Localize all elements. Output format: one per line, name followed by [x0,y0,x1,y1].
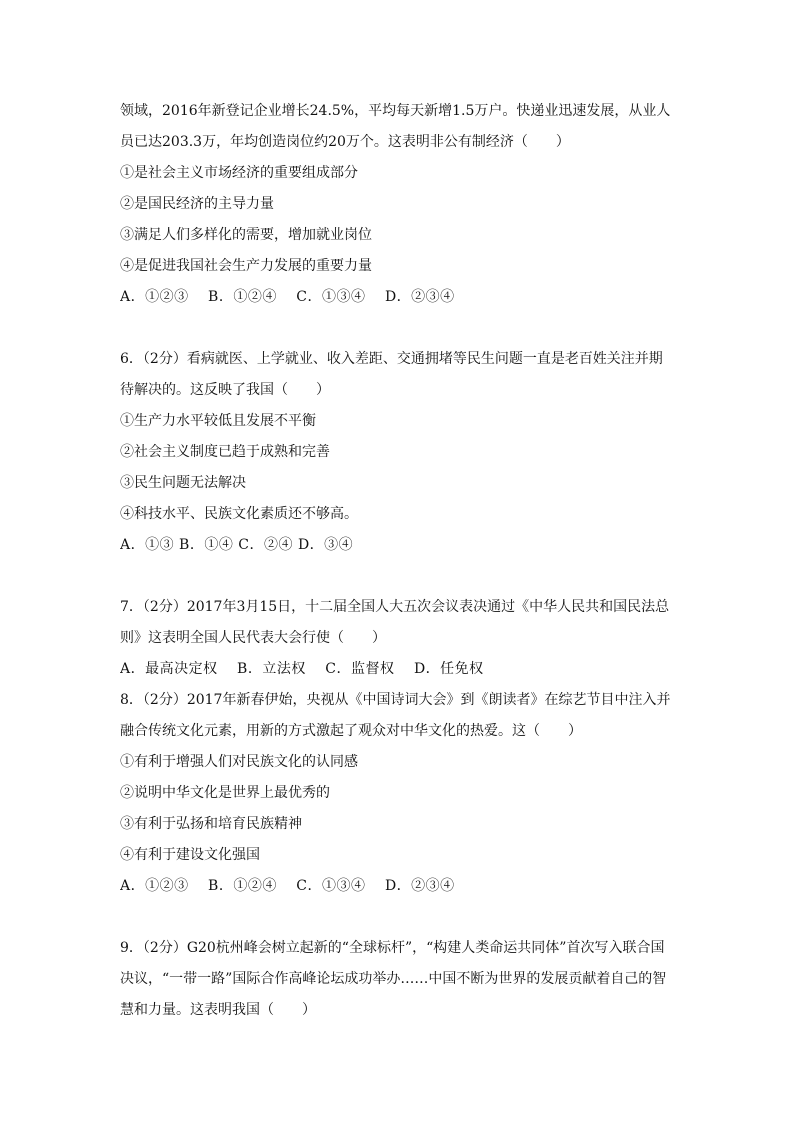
spacer [120,561,680,592]
q9-stem-line-3: 慧和力量。这表明我国（ ） [120,1002,316,1018]
q8-stem-line-2: 融合传统文化元素，用新的方式激起了观众对中华文化的热爱。这（ ） [120,723,582,739]
q8-stem-line-1: 8．（2分）2017年新春伊始，央视从《中国诗词大会》到《朗读者》在综艺节目中注入并 [120,692,671,708]
q7-stem-line-2: 则》这表明全国人民代表大会行使（ ） [120,630,386,646]
spacer [120,902,680,933]
q6-item-4: ④科技水平、民族文化素质还不够高。 [120,506,358,522]
q8-item-2: ②说明中华文化是世界上最优秀的 [120,785,330,801]
q8-options: A．①②③ B．①②④ C．①③④ D．②③④ [120,878,455,894]
q9-stem-line-1: 9．（2分）G20杭州峰会树立起新的“全球标杆”，“构建人类命运共同体”首次写入联合国 [120,940,665,956]
q6-item-3: ③民生问题无法解决 [120,475,246,491]
q5-stem-line-2: 员已达203.3万，年均创造岗位约20万个。这表明非公有制经济（ ） [120,134,570,150]
q6-stem-line-2: 待解决的。这反映了我国（ ） [120,382,330,398]
q6-stem-line-1: 6．（2分）看病就医、上学就业、收入差距、交通拥堵等民生问题一直是老百姓关注并期 [120,351,663,367]
q5-item-4: ④是促进我国社会生产力发展的重要力量 [120,258,372,274]
q6-item-1: ①生产力水平较低且发展不平衡 [120,413,316,429]
q8-item-4: ④有利于建设文化强国 [120,847,260,863]
q7-stem-line-1: 7．（2分）2017年3月15日，十二届全国人大五次会议表决通过《中华人民共和国民法总 [120,599,670,615]
q6-options: A．①③ B．①④ C．②④ D．③④ [120,537,354,553]
q8-item-1: ①有利于增强人们对民族文化的认同感 [120,754,358,770]
q6-item-2: ②社会主义制度已趋于成熟和完善 [120,444,330,460]
q9-stem-line-2: 决议，“一带一路”国际合作高峰论坛成功举办……中国不断为世界的发展贡献着自己的智 [120,971,667,987]
q5-options: A．①②③ B．①②④ C．①③④ D．②③④ [120,289,455,305]
q7-options: A．最高决定权 B．立法权 C．监督权 D．任免权 [120,661,484,677]
exam-page [120,96,680,1026]
q8-item-3: ③有利于弘扬和培育民族精神 [120,816,302,832]
spacer [120,313,680,344]
q5-item-3: ③满足人们多样化的需要，增加就业岗位 [120,227,372,243]
q5-stem-line-1: 领域，2016年新登记企业增长24.5%，平均每天新增1.5万户。快递业迅速发展，从业人 [120,103,671,119]
q5-item-2: ②是国民经济的主导力量 [120,196,274,212]
q5-item-1: ①是社会主义市场经济的重要组成部分 [120,165,358,181]
